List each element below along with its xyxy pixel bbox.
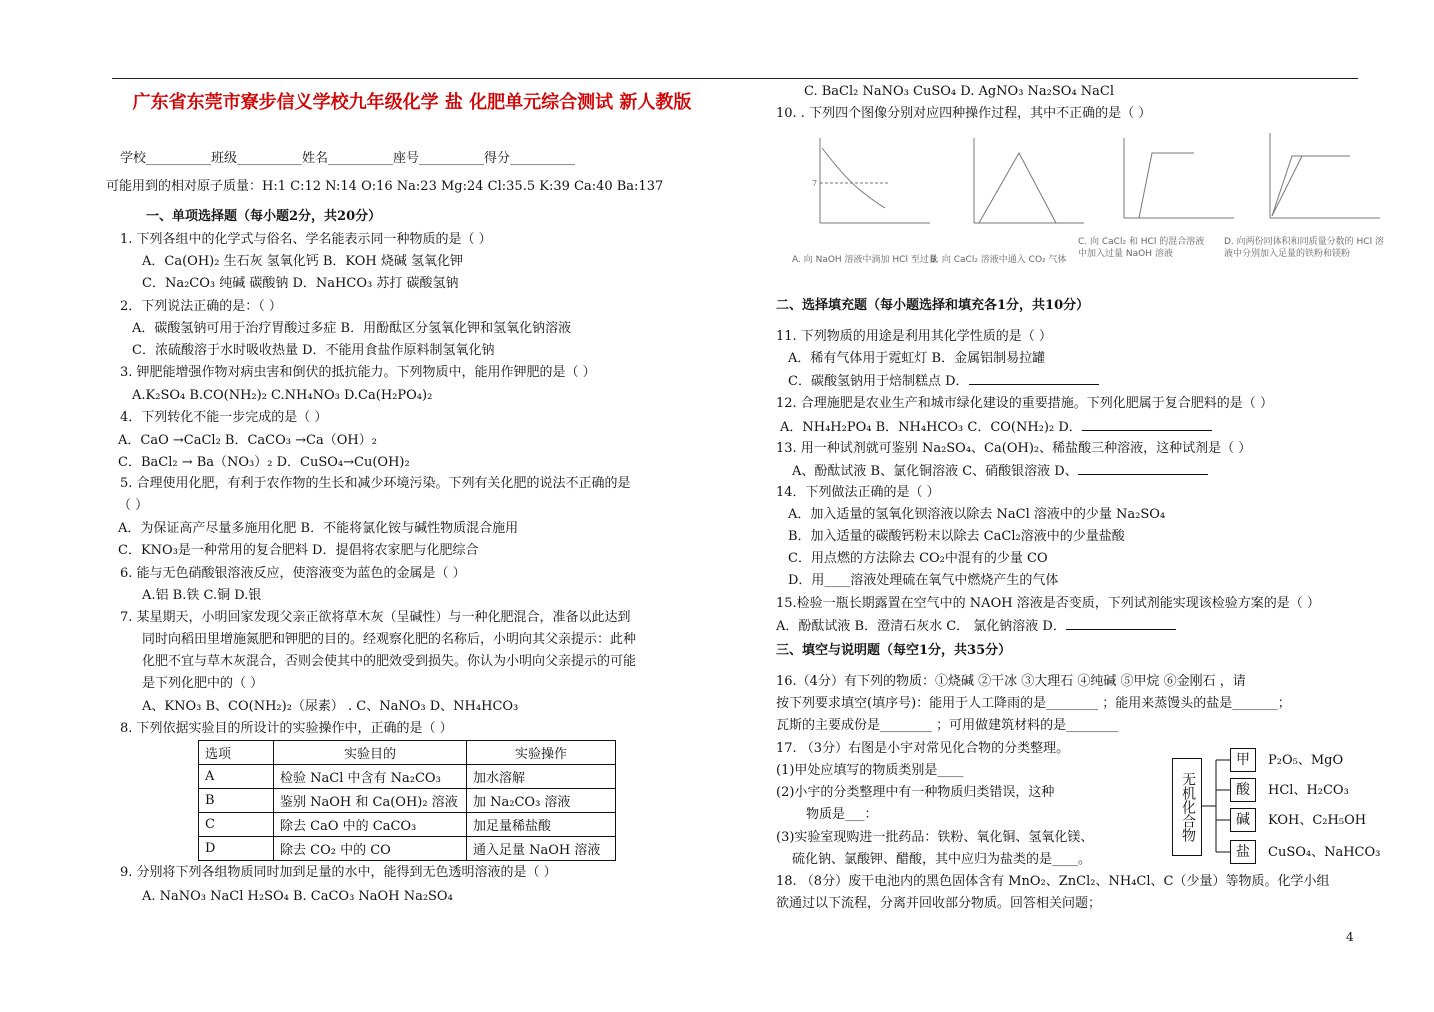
- question-17-part1: (1)甲处应填写的物质类别是____: [776, 763, 964, 778]
- option-text: A．NH₄H₂PO₄ B．NH₄HCO₃ C．CO(NH₂)₂ D．: [780, 420, 1082, 435]
- table-cell: 除去 CaO 中的 CaCO₃: [274, 813, 467, 837]
- question-7-text: 化肥不宜与草木灰混合，否则会使其中的肥效受到损失。你认为小明向父亲提示的可能: [142, 654, 637, 669]
- question-7: 7. 某星期天，小明回家发现父亲正欲将草木灰（呈碱性）与一种化肥混合，准备以此达到: [120, 610, 631, 625]
- answer-blank: [1066, 617, 1176, 630]
- branch-label: 酸: [1230, 778, 1256, 802]
- atomic-masses: 可能用到的相对原子质量：H:1 C:12 N:14 O:16 Na:23 Mg:24 Cl:35.5 K:39 Ca:40 Ba:137: [106, 179, 664, 194]
- question-1: 1. 下列各组中的化学式与俗名、学名能表示同一种物质的是（ ）: [120, 232, 492, 247]
- option-line: A．稀有气体用于霓虹灯 B．金属铝制易拉罐: [788, 351, 1046, 366]
- table-cell: 加足量稀盐酸: [467, 813, 616, 837]
- question-7-text: 同时向稻田里增施氮肥和钾肥的目的。经观察化肥的名称后，小明向其父亲提示：此种: [142, 632, 637, 647]
- option-text: C．碳酸氢钠用于焙制糕点 D．: [788, 374, 969, 389]
- svg-text:7: 7: [812, 179, 818, 188]
- question-17-part3-text: 硫化钠、氯酸钾、醋酸，其中应归为盐类的是____。: [792, 852, 1092, 867]
- table-header: 实验操作: [467, 741, 616, 765]
- table-row: [199, 789, 616, 813]
- question-18: 18. （8分）废干电池内的黑色固体含有 MnO₂、ZnCl₂、NH₄Cl、C（少量）等物质。化学小组: [776, 874, 1330, 889]
- question-2: 2．下列说法正确的是：（ ）: [120, 299, 282, 314]
- option-line: A.铝 B.铁 C.铜 D.银: [142, 588, 262, 603]
- question-17-part2: (2)小宇的分类整理中有一种物质归类错误，这种: [776, 785, 1055, 800]
- question-16-text: 按下列要求填空(填序号)：能用于人工降雨的是________ ；能用来蒸馒头的盐是_______；: [776, 696, 1291, 711]
- table-cell: 鉴别 NaOH 和 Ca(OH)₂ 溶液: [274, 789, 467, 813]
- table-row: [199, 765, 616, 789]
- option-line: [780, 418, 1212, 437]
- question-14: 14．下列做法正确的是（ ）: [776, 485, 940, 500]
- option-line: C．Na₂CO₃ 纯碱 碳酸钠 D．NaHCO₃ 苏打 碳酸氢钠: [142, 276, 459, 291]
- question-16: 16.（4分）有下列的物质：①烧碱 ②干冰 ③大理石 ④纯碱 ⑤甲烷 ⑥金刚石 ，请: [776, 674, 1246, 689]
- branch-label: 盐: [1230, 840, 1256, 864]
- question-5: 5. 合理使用化肥，有利于农作物的生长和减少环境污染。下列有关化肥的说法不正确的是: [120, 476, 631, 491]
- option-line: C．KNO₃是一种常用的复合肥料 D．提倡将农家肥与化肥综合: [118, 543, 479, 558]
- graph-b-caption: B. 向 CaCl₂ 溶液中通入 CO₂ 气体: [930, 255, 1067, 265]
- question-15: 15.检验一瓶长期露置在空气中的 NAOH 溶液是否变质，下列试剂能实现该检验方案的是（ ）: [776, 596, 1320, 611]
- branch-items: P₂O₅、MgO: [1268, 753, 1344, 768]
- option-line: A．CaO →CaCl₂ B．CaCO₃ →Ca（OH）₂: [118, 433, 377, 448]
- question-17-part3: (3)实验室现购进一批药品：铁粉、氧化铜、氢氧化镁、: [776, 830, 1094, 845]
- table-cell: 除去 CO₂ 中的 CO: [274, 837, 467, 861]
- top-rule: [112, 78, 1358, 79]
- section-heading-3: 三、填空与说明题（每空1分，共35分）: [776, 643, 1012, 658]
- table-cell: 通入足量 NaOH 溶液: [467, 837, 616, 861]
- table-cell: 加水溶解: [467, 765, 616, 789]
- question-9-options: C. BaCl₂ NaNO₃ CuSO₄ D. AgNO₃ Na₂SO₄ NaCl: [804, 84, 1115, 99]
- branch-items: CuSO₄、NaHCO₃: [1268, 845, 1381, 860]
- question-17-part2-text: 物质是___：: [806, 807, 878, 822]
- answer-blank: [1082, 418, 1212, 431]
- question-18-text: 欲通过以下流程，分离并回收部分物质。回答相关问题；: [776, 896, 1102, 911]
- branch-items: HCl、H₂CO₃: [1268, 783, 1349, 798]
- table-cell: 检验 NaCl 中含有 Na₂CO₃: [274, 765, 467, 789]
- table-row: [199, 813, 616, 837]
- question-8: 8. 下列依据实验目的所设计的实验操作中，正确的是（ ）: [120, 721, 453, 736]
- table-cell: A: [199, 765, 274, 789]
- question-3: 3. 钾肥能增强作物对病虫害和倒伏的抵抗能力。下列物质中，能用作钾肥的是（ ）: [120, 365, 596, 380]
- question-9: 9. 分别将下列各组物质同时加到足量的水中，能得到无色透明溶液的是（ ）: [120, 865, 557, 880]
- question-12: 12. 合理施肥是农业生产和城市绿化建设的重要措施。下列化肥属于复合肥料的是（ ）: [776, 396, 1273, 411]
- option-line: A．加入适量的氢氧化钡溶液以除去 NaCl 溶液中的少量 Na₂SO₄: [788, 507, 1166, 522]
- question-16-text: 瓦斯的主要成份是________ ；可用做建筑材料的是________: [776, 718, 1119, 733]
- option-text: A．酚酞试液 B．澄清石灰水 C． 氯化钠溶液 D．: [776, 619, 1066, 634]
- table-header-row: [199, 741, 616, 765]
- experiment-table: [198, 740, 616, 861]
- option-line: B．加入适量的碳酸钙粉末以除去 CaCl₂溶液中的少量盐酸: [788, 529, 1125, 544]
- question-5-bracket: （ ）: [118, 498, 149, 513]
- option-line: A．碳酸氢钠可用于治疗胃酸过多症 B．用酚酞区分氢氧化钾和氢氧化钠溶液: [132, 321, 572, 336]
- option-text: A、酚酞试液 B、氯化铜溶液 C、硝酸银溶液 D、: [792, 464, 1078, 479]
- option-line: A.K₂SO₄ B.CO(NH₂)₂ C.NH₄NO₃ D.Ca(H₂PO₄)₂: [132, 388, 433, 403]
- answer-blank: [969, 372, 1099, 385]
- option-line: [792, 462, 1208, 481]
- option-line: C．用点燃的方法除去 CO₂中混有的少量 CO: [788, 551, 1048, 566]
- section-heading-1: 一、单项选择题（每小题2分，共20分）: [146, 209, 382, 224]
- table-cell: B: [199, 789, 274, 813]
- question-11: 11. 下列物质的用途是利用其化学性质的是（ ）: [776, 329, 1052, 344]
- option-line: C．BaCl₂ → Ba（NO₃）₂ D．CuSO₄→Cu(OH)₂: [118, 455, 410, 470]
- page-title: 广东省东莞市寮步信义学校九年级化学 盐 化肥单元综合测试 新人教版: [132, 92, 692, 113]
- option-line: A. NaNO₃ NaCl H₂SO₄ B. CaCO₃ NaOH Na₂SO₄: [142, 889, 453, 904]
- branch-label: 碱: [1230, 808, 1256, 832]
- graph-d-caption: D. 向两份同体积和同质量分数的 HCl 溶液中分别加入足量的铁粉和镁粉: [1224, 237, 1384, 259]
- branch-items: KOH、C₂H₅OH: [1268, 813, 1367, 828]
- option-line: C．浓硫酸溶于水时吸收热量 D．不能用食盐作原料制氢氧化钠: [132, 343, 495, 358]
- table-cell: D: [199, 837, 274, 861]
- graph-a-caption: A. 向 NaOH 溶液中滴加 HCl 至过量: [792, 255, 938, 265]
- option-line: D．用____溶液处理硫在氧气中燃烧产生的气体: [788, 573, 1059, 588]
- question-10: 10. . 下列四个图像分别对应四种操作过程，其中不正确的是（ ）: [776, 106, 1152, 121]
- table-row: [199, 837, 616, 861]
- option-line: [788, 372, 1099, 391]
- table-header: 实验目的: [274, 741, 467, 765]
- option-line: A、KNO₃ B、CO(NH₂)₂（尿素） . C、NaNO₃ D、NH₄HCO₃: [142, 699, 519, 714]
- root-box: 无机化合物: [1172, 758, 1202, 856]
- option-line: A．Ca(OH)₂ 生石灰 氢氧化钙 B．KOH 烧碱 氢氧化钾: [142, 254, 464, 269]
- option-line: [776, 617, 1176, 636]
- option-line: A．为保证高产尽量多施用化肥 B．不能将氯化铵与碱性物质混合施用: [118, 521, 519, 536]
- table-header: 选项: [199, 741, 274, 765]
- page-number: 4: [1346, 930, 1354, 944]
- question-6: 6. 能与无色硝酸银溶液反应，使溶液变为蓝色的金属是（ ）: [120, 566, 466, 581]
- table-cell: 加 Na₂CO₃ 溶液: [467, 789, 616, 813]
- question-4: 4．下列转化不能一步完成的是（ ）: [120, 410, 328, 425]
- question-7-text: 是下列化肥中的（ ）: [142, 676, 264, 691]
- table-cell: C: [199, 813, 274, 837]
- question-13: 13. 用一种试剂就可鉴别 Na₂SO₄、Ca(OH)₂、稀盐酸三种溶液，这种试剂是（ ）: [776, 441, 1252, 456]
- branch-label: 甲: [1230, 748, 1256, 772]
- question-17: 17. （3分）右图是小宇对常见化合物的分类整理。: [776, 741, 1070, 756]
- answer-blank: [1078, 462, 1208, 475]
- student-fields: 学校__________班级__________姓名__________座号__________得分__________: [120, 151, 576, 166]
- section-heading-2: 二、选择填充题（每小题选择和填充各1分，共10分）: [776, 298, 1090, 313]
- graph-c-caption: C. 向 CaCl₂ 和 HCl 的混合溶液中加入过量 NaOH 溶液: [1078, 237, 1205, 259]
